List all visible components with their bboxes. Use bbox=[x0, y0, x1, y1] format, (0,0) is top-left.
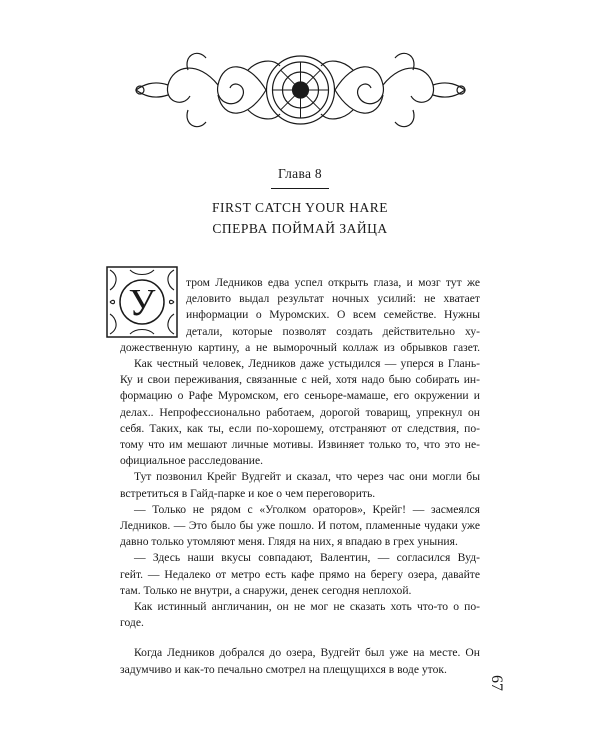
text-line: себя. Таких, как ты, если по-хорошему, отстраняют от следствия, по- bbox=[120, 421, 480, 435]
paragraph-5 bbox=[120, 550, 480, 599]
page-number: 67 bbox=[488, 675, 505, 691]
text-line: там. Только не внутри, а снаружи, денек сегодня неплохой. bbox=[120, 583, 412, 597]
paragraph-4 bbox=[120, 502, 480, 551]
text-line: Ку и свои переживания, связанные с ней, хотя надо быю собирать ин- bbox=[120, 373, 480, 387]
text-line: информации о Муромских. О всем семействе. Нужны bbox=[186, 308, 480, 322]
text-line: встретиться в Гайд-парке и кое о чем переговорить. bbox=[120, 486, 376, 500]
paragraph-7 bbox=[120, 645, 480, 677]
baroque-scroll-ornament-icon bbox=[128, 40, 473, 140]
chapter-rule bbox=[271, 188, 329, 189]
chapter-title-russian: СПЕРВА ПОЙМАЙ ЗАЙЦА bbox=[212, 221, 388, 236]
text-line: Когда Ледников добрался до озера, Вудгейт был уже на месте. Он bbox=[134, 646, 480, 660]
paragraph-1 bbox=[120, 275, 480, 356]
text-line: Как честный человек, Ледников даже устыдился — уперся в Глань- bbox=[134, 357, 480, 370]
paragraph-3 bbox=[120, 469, 480, 501]
text-line: официальное расследование. bbox=[120, 454, 264, 468]
text-line: детали, которые позволят создать действительно ху- bbox=[186, 324, 480, 338]
text-line: тром Ледников едва успел открыть глаза, и мозг тут же bbox=[186, 276, 480, 289]
text-line: — Здесь наши вкусы совпадают, Валентин, — согласился Вуд- bbox=[134, 551, 480, 565]
text-line: тому что им мешают личные мотивы. Извиняет только то, что это не- bbox=[120, 437, 480, 451]
text-line: дожественную картину, а не выморочный коллаж из обрывков газет. bbox=[120, 340, 480, 354]
text-line: задумчиво и как-то печально смотрел на плещущихся в воде уток. bbox=[120, 662, 447, 676]
text-line: деловито выдал результат ночных усилий: не хватает bbox=[186, 292, 480, 306]
text-line: делах.. Непрофессионально работаем, дорогой товарищ, упрекнул он bbox=[120, 405, 480, 419]
text-line: Ледников. — Это было бы уже пошло. И потом, пламенные чудаки уже bbox=[120, 518, 480, 532]
text-line: формацию о Рафе Муромском, его сеньоре-мамаше, его окружении и bbox=[120, 389, 480, 403]
text-line: — Только не рядом с «Уголком ораторов», Крейг! — засмеялся bbox=[134, 502, 480, 516]
chapter-label: Глава 8 bbox=[278, 166, 322, 181]
text-line: Как истинный англичанин, он не мог не сказать хоть что-то о по- bbox=[134, 600, 480, 613]
text-line: годе. bbox=[120, 616, 144, 630]
chapter-title-english: FIRST CATCH YOUR HARE bbox=[212, 200, 388, 215]
text-line: давно только утомляют меня. Глядя на них, я впадаю в грех уныния. bbox=[120, 535, 458, 549]
paragraph-2 bbox=[120, 356, 480, 469]
drop-cap-letter: У bbox=[128, 282, 156, 324]
paragraph-6 bbox=[120, 599, 480, 631]
text-line: гейт. — Недалеко от метро есть кафе прямо на берегу озера, давайте bbox=[120, 567, 480, 581]
text-line: Тут позвонил Крейг Вудгейт и сказал, что через час они могли бы bbox=[134, 470, 480, 484]
